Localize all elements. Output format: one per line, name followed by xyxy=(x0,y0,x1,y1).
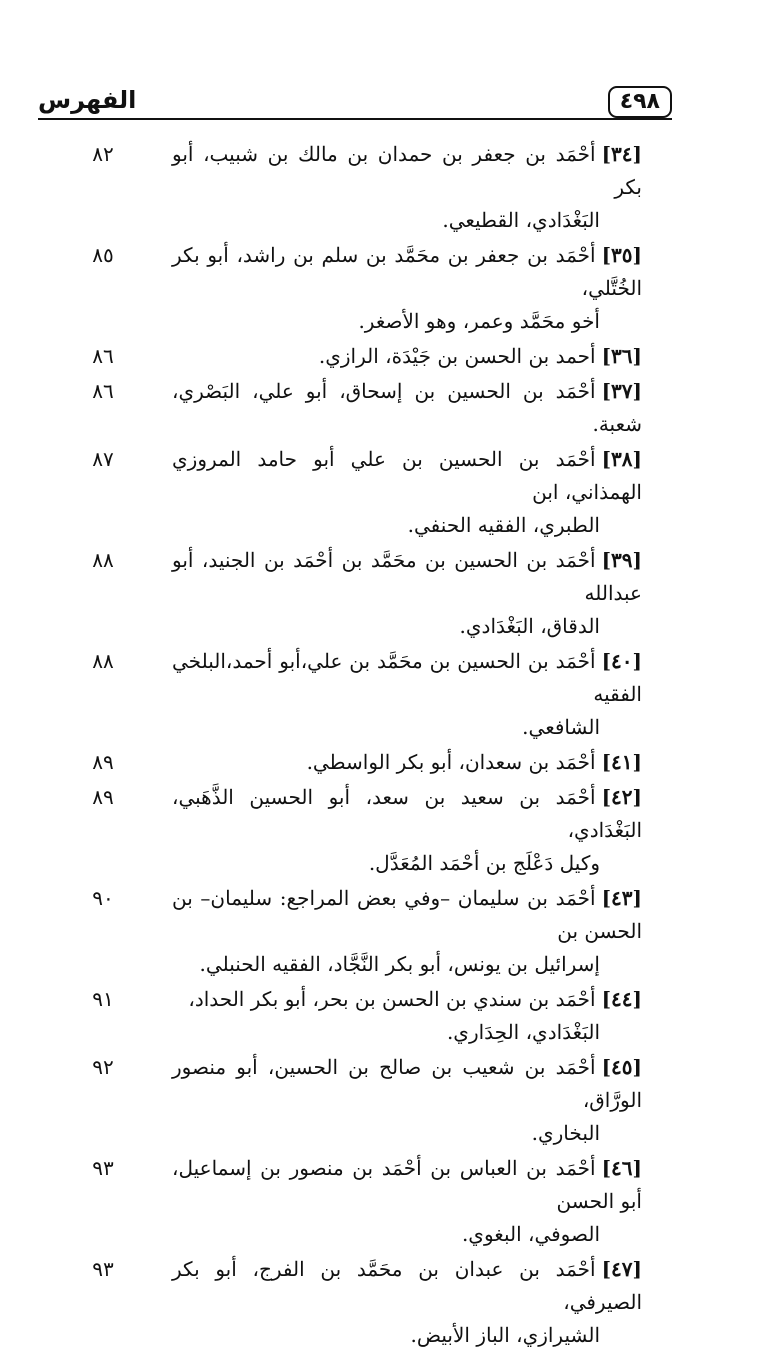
entry-name: أحمد بن الحسن بن جَيْدَة، الرازي. xyxy=(318,344,596,368)
entry-line-2: الشيرازي، الباز الأبيض. xyxy=(410,1323,600,1347)
entry-number: [٤٣] xyxy=(601,886,642,910)
entry-line-1 xyxy=(172,1051,642,1117)
index-entry xyxy=(78,983,642,1049)
entry-name: أحْمَد بن سعيد بن سعد، أبو الحسين الذَّهَبي، البَغْدَادي، xyxy=(172,785,642,842)
entry-text xyxy=(172,1051,642,1150)
entry-text xyxy=(172,340,642,373)
entry-name: أحْمَد بن سندي بن الحسن بن بحر، أبو بكر الحداد، xyxy=(188,987,596,1011)
entry-number: [٣٦] xyxy=(601,344,642,368)
entry-page-number: ٨٨ xyxy=(92,649,114,673)
entry-number: [٤٥] xyxy=(601,1055,642,1079)
entry-number: [٤١] xyxy=(601,750,642,774)
entry-text xyxy=(172,1253,642,1352)
entry-text xyxy=(172,239,642,338)
index-entry xyxy=(78,138,642,237)
index-entry xyxy=(78,882,642,981)
entry-line-2: الصوفي، البغوي. xyxy=(461,1222,600,1246)
entry-page-number: ٨٩ xyxy=(92,785,114,809)
entry-number: [٤٧] xyxy=(601,1257,642,1281)
entry-line-1 xyxy=(172,340,642,373)
entry-text xyxy=(172,645,642,744)
entry-page-number: ٨٥ xyxy=(92,243,114,267)
entry-line-1 xyxy=(172,239,642,305)
entry-name: أحْمَد بن جعفر بن حمدان بن مالك بن شبيب، أبو بكر xyxy=(172,142,642,199)
entry-number: [٣٥] xyxy=(601,243,642,267)
entry-name: أحْمَد بن الحسين بن محَمَّد بن أحْمَد بن الجنيد، أبو عبدالله xyxy=(172,548,642,605)
entry-number: [٣٧] xyxy=(601,379,642,403)
entry-text xyxy=(172,983,642,1049)
entry-line-1 xyxy=(172,781,642,847)
entry-name: أحْمَد بن شعيب بن صالح بن الحسين، أبو منصور الورَّاق، xyxy=(172,1055,642,1112)
entry-page-number: ٨٦ xyxy=(92,344,114,368)
entry-line-1 xyxy=(172,375,642,441)
entry-name: أحْمَد بن جعفر بن محَمَّد بن سلم بن راشد، أبو بكر الخُتَّلي، xyxy=(172,243,642,300)
entry-number: [٤٠] xyxy=(601,649,642,673)
entry-page-number: ٨٦ xyxy=(92,379,114,403)
entry-number: [٤٤] xyxy=(601,987,642,1011)
entry-text xyxy=(172,375,642,441)
entry-number: [٣٨] xyxy=(601,447,642,471)
entry-number: [٤٦] xyxy=(601,1156,642,1180)
entry-name: أحْمَد بن سعدان، أبو بكر الواسطي. xyxy=(306,750,596,774)
entry-line-1 xyxy=(172,544,642,610)
entry-page-number: ٨٩ xyxy=(92,750,114,774)
entry-line-1 xyxy=(172,1152,642,1218)
entry-line-1 xyxy=(172,882,642,948)
index-entry xyxy=(78,781,642,880)
index-entry xyxy=(78,1051,642,1150)
entry-page-number: ٩٣ xyxy=(92,1156,114,1180)
entry-page-number: ٨٧ xyxy=(92,447,114,471)
entry-line-2: البَغْدَادي، الحِدَاري. xyxy=(446,1020,600,1044)
page-header xyxy=(38,84,672,120)
entry-name: أحْمَد بن الحسين بن محَمَّد بن علي،أبو أحمد،البلخي الفقيه xyxy=(172,649,642,706)
entry-text xyxy=(172,1152,642,1251)
entry-line-2: البَغْدَادي، القطيعي. xyxy=(442,208,600,232)
entry-name: أحْمَد بن عبدان بن محَمَّد بن الفرج، أبو بكر الصيرفي، xyxy=(172,1257,642,1314)
entry-line-2: أخو محَمَّد وعمر، وهو الأصغر. xyxy=(358,309,600,333)
entry-line-2: الشافعي. xyxy=(522,715,600,739)
entry-text xyxy=(172,781,642,880)
entry-page-number: ٩١ xyxy=(92,987,114,1011)
index-entry xyxy=(78,1152,642,1251)
index-entry xyxy=(78,645,642,744)
entry-number: [٣٩] xyxy=(601,548,642,572)
entry-page-number: ٩٢ xyxy=(92,1055,114,1079)
index-entry xyxy=(78,1253,642,1352)
entry-number: [٣٤] xyxy=(601,142,642,166)
entry-page-number: ٨٨ xyxy=(92,548,114,572)
index-entries xyxy=(78,138,642,1354)
page-title: الفهرس xyxy=(38,86,137,114)
entry-line-1 xyxy=(172,138,642,204)
index-entry xyxy=(78,544,642,643)
entry-name: أحْمَد بن الحسين بن إسحاق، أبو علي، البَصْري، شعبة. xyxy=(172,379,642,436)
entry-name: أحْمَد بن سليمان –وفي بعض المراجع: سليمان– بن الحسن بن xyxy=(172,886,642,943)
entry-line-1 xyxy=(172,443,642,509)
entry-text xyxy=(172,544,642,643)
entry-line-2: الطبري، الفقيه الحنفي. xyxy=(407,513,600,537)
index-entry xyxy=(78,340,642,373)
entry-text xyxy=(172,746,642,779)
entry-page-number: ٨٢ xyxy=(92,142,114,166)
entry-text xyxy=(172,138,642,237)
entry-line-2: البخاري. xyxy=(531,1121,600,1145)
entry-line-1 xyxy=(172,645,642,711)
entry-text xyxy=(172,443,642,542)
entry-text xyxy=(172,882,642,981)
index-entry xyxy=(78,239,642,338)
entry-line-1 xyxy=(172,1253,642,1319)
entry-page-number: ٩٠ xyxy=(92,886,114,910)
entry-page-number: ٩٣ xyxy=(92,1257,114,1281)
entry-line-2: وكيل دَعْلَج بن أحْمَد المُعَدَّل. xyxy=(368,851,600,875)
index-entry xyxy=(78,443,642,542)
entry-line-2: الدقاق، البَغْدَادي. xyxy=(459,614,600,638)
index-entry xyxy=(78,375,642,441)
entry-name: أحْمَد بن العباس بن أحْمَد بن منصور بن إسماعيل، أبو الحسن xyxy=(172,1156,642,1213)
entry-number: [٤٢] xyxy=(601,785,642,809)
index-entry xyxy=(78,746,642,779)
entry-line-1 xyxy=(172,983,642,1016)
entry-line-2: إسرائيل بن يونس، أبو بكر النَّجَّاد، الفقيه الحنبلي. xyxy=(199,952,600,976)
entry-name: أحْمَد بن الحسين بن علي أبو حامد المروزي الهمذاني، ابن xyxy=(172,447,642,504)
page-number: ٤٩٨ xyxy=(608,86,672,118)
entry-line-1 xyxy=(172,746,642,779)
